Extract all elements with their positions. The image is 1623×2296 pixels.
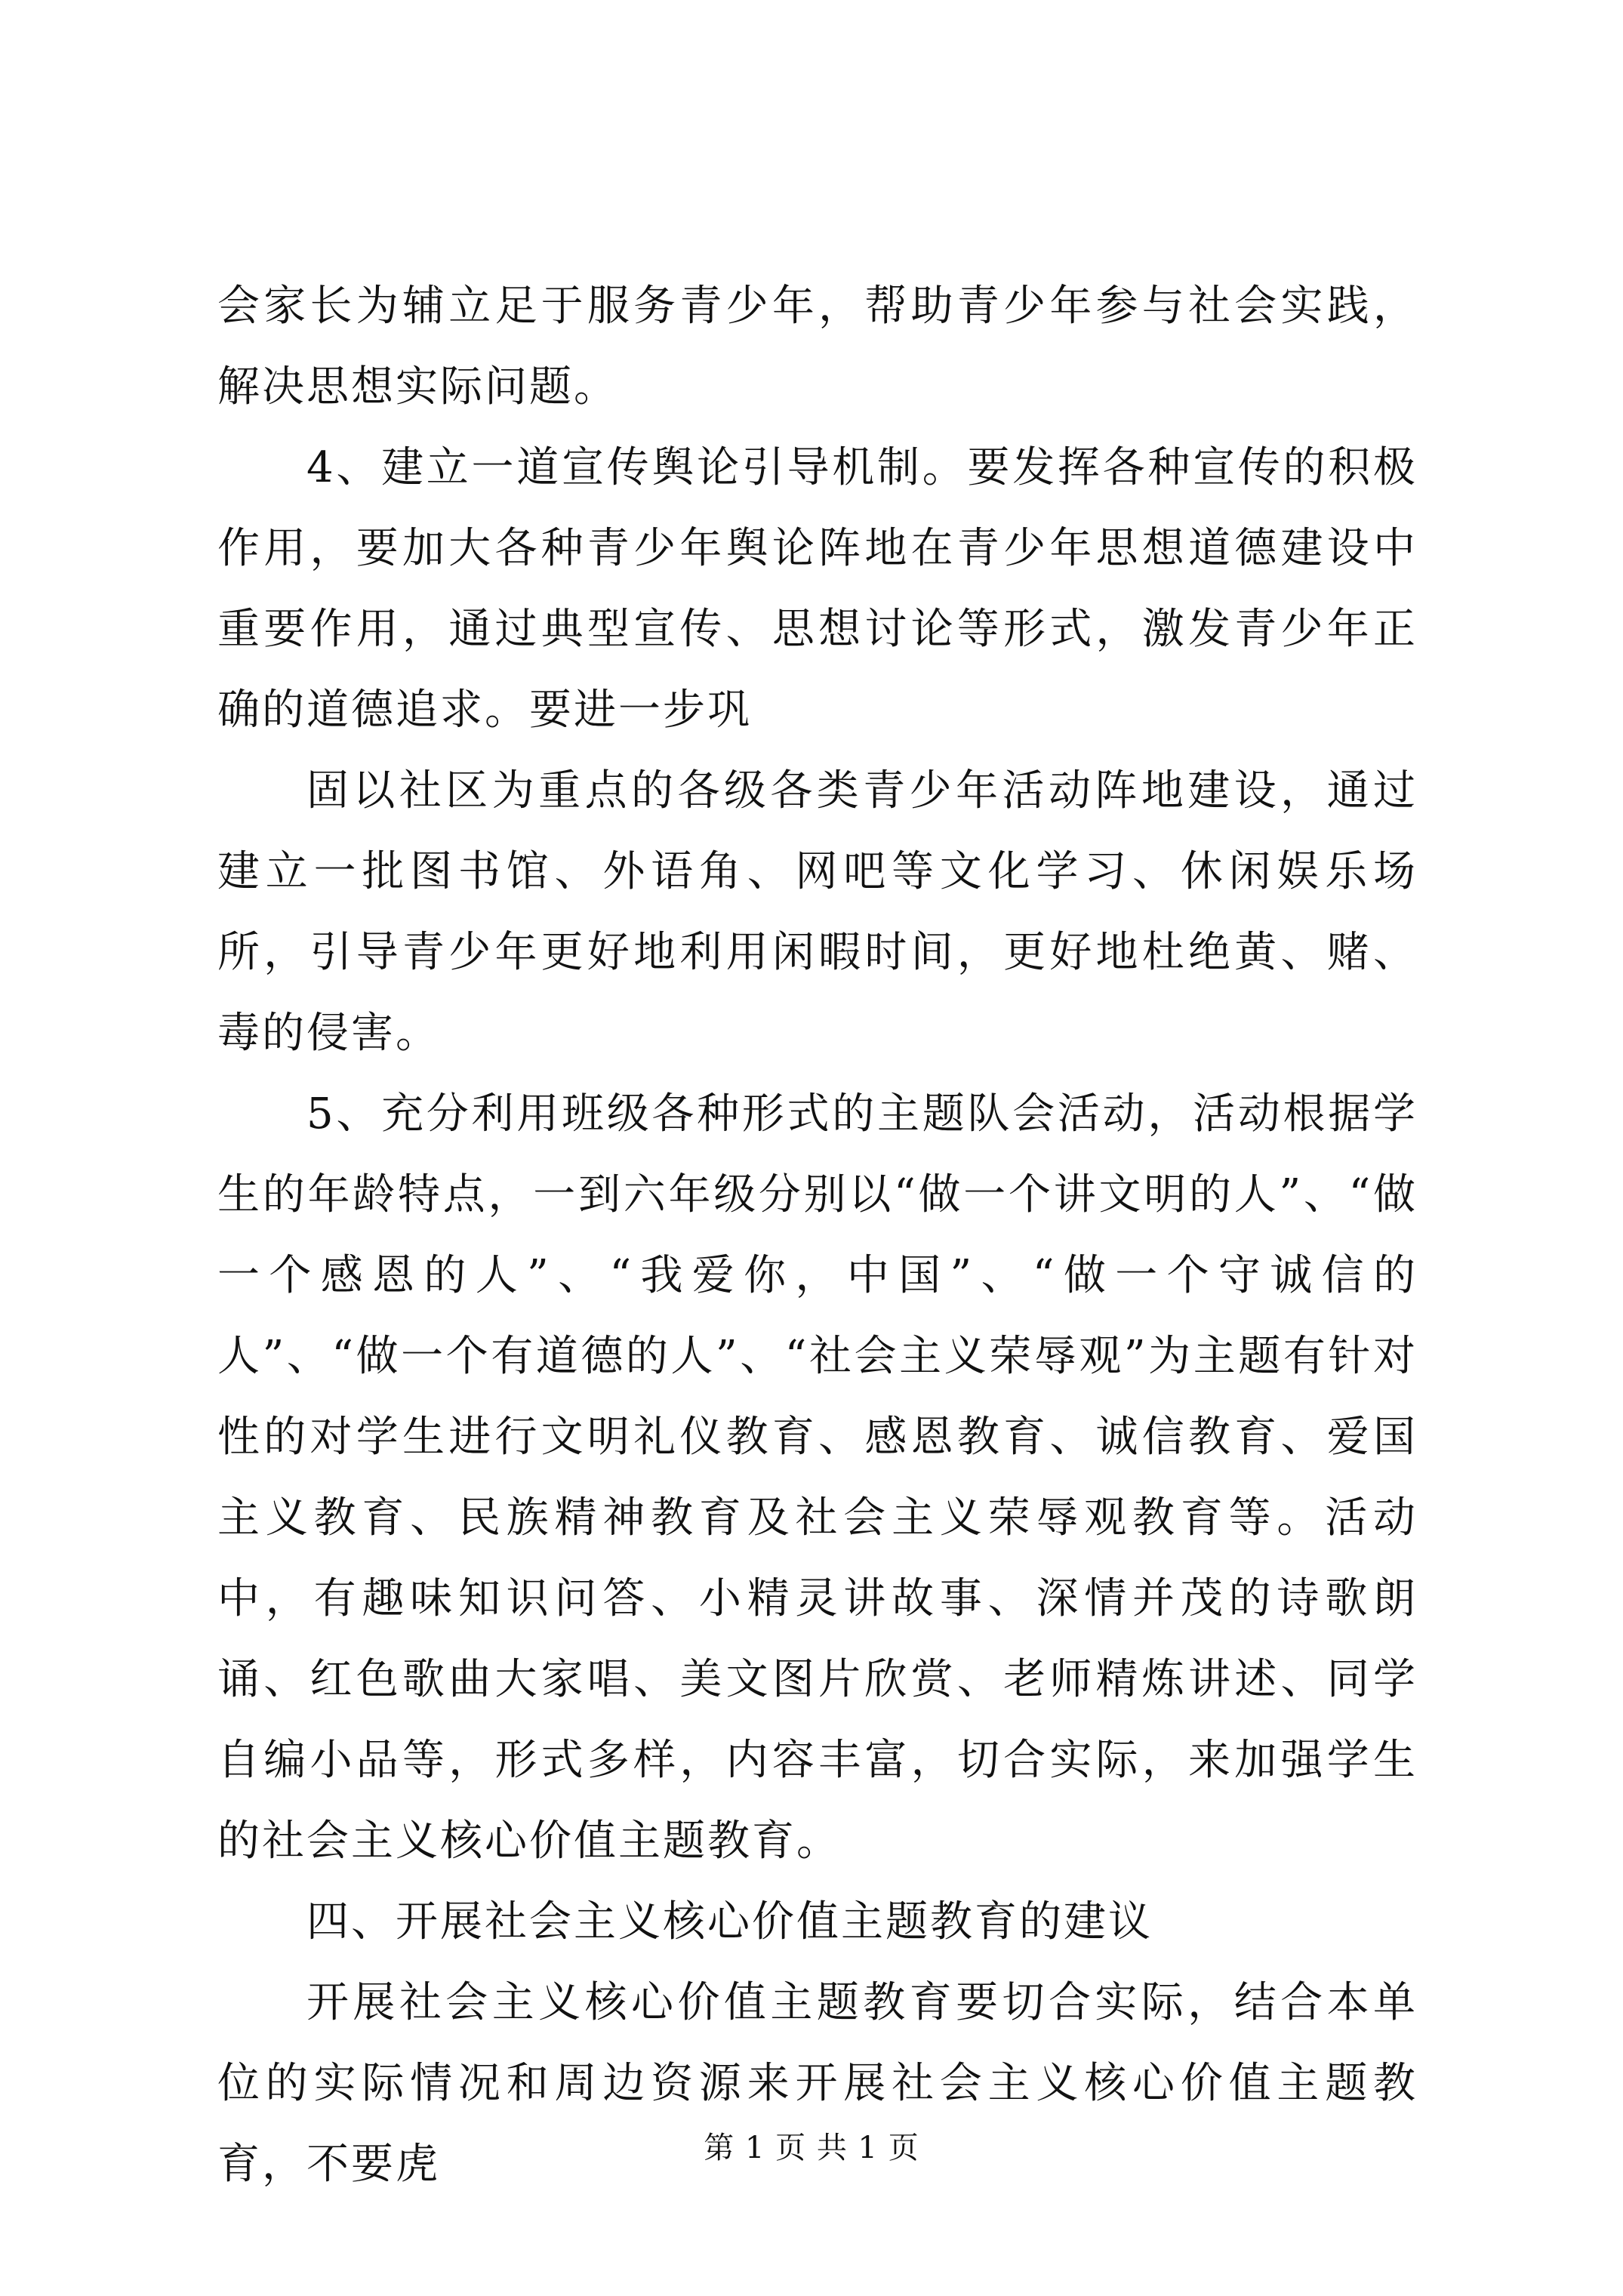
section-heading-suggestions: 四、开展社会主义核心价值主题教育的建议 [306, 1897, 1153, 1946]
paragraph-activity-venues: 固以社区为重点的各级各类青少年活动阵地建设，通过建立一批图书馆、外语角、网吧等文化学习、休闲娱乐场所，引导青少年更好地利用闲暇时间，更好地杜绝黄、赌、毒的侵害。 [217, 766, 1418, 1058]
page-number-footer: 第 1 页 共 1 页 [704, 2131, 919, 2165]
paragraph-suggestions: 开展社会主义核心价值主题教育要切合实际，结合本单位的实际情况和周边资源来开展社会主义核心价值主题教育，不要虎 [217, 1978, 1418, 2189]
document-body [217, 266, 1418, 2205]
paragraph-item-4: 4、建立一道宣传舆论引导机制。要发挥各种宣传的积极作用，要加大各种青少年舆论阵地在青少年思想道德建设中重要作用，通过典型宣传、思想讨论等形式，激发青少年正确的道德追求。要进一步巩 [217, 443, 1418, 735]
paragraph-continuation: 会家长为辅立足于服务青少年，帮助青少年参与社会实践，解决思想实际问题。 [217, 282, 1418, 411]
paragraph-item-5: 5、充分利用班级各种形式的主题队会活动，活动根据学生的年龄特点，一到六年级分别以“做一个讲文明的人”、“做一个感恩的人”、“我爱你，中国”、“做一个守诚信的人”、“做一个有道德的人”、“社会主义荣辱观”为主题有针对性的对学生进行文明礼仪教育、感恩教育、诚信教育、爱国主义教育、民族精神教育及社会主义荣辱观教育等。活动中，有趣味知识问答、小精灵讲故事、深情并茂的诗歌朗诵、红色歌曲大家唱、美文图片欣赏、老师精炼讲述、同学自编小品等，形式多样，内容丰富，切合实际，来加强学生的社会主义核心价值主题教育。 [217, 1089, 1418, 1866]
